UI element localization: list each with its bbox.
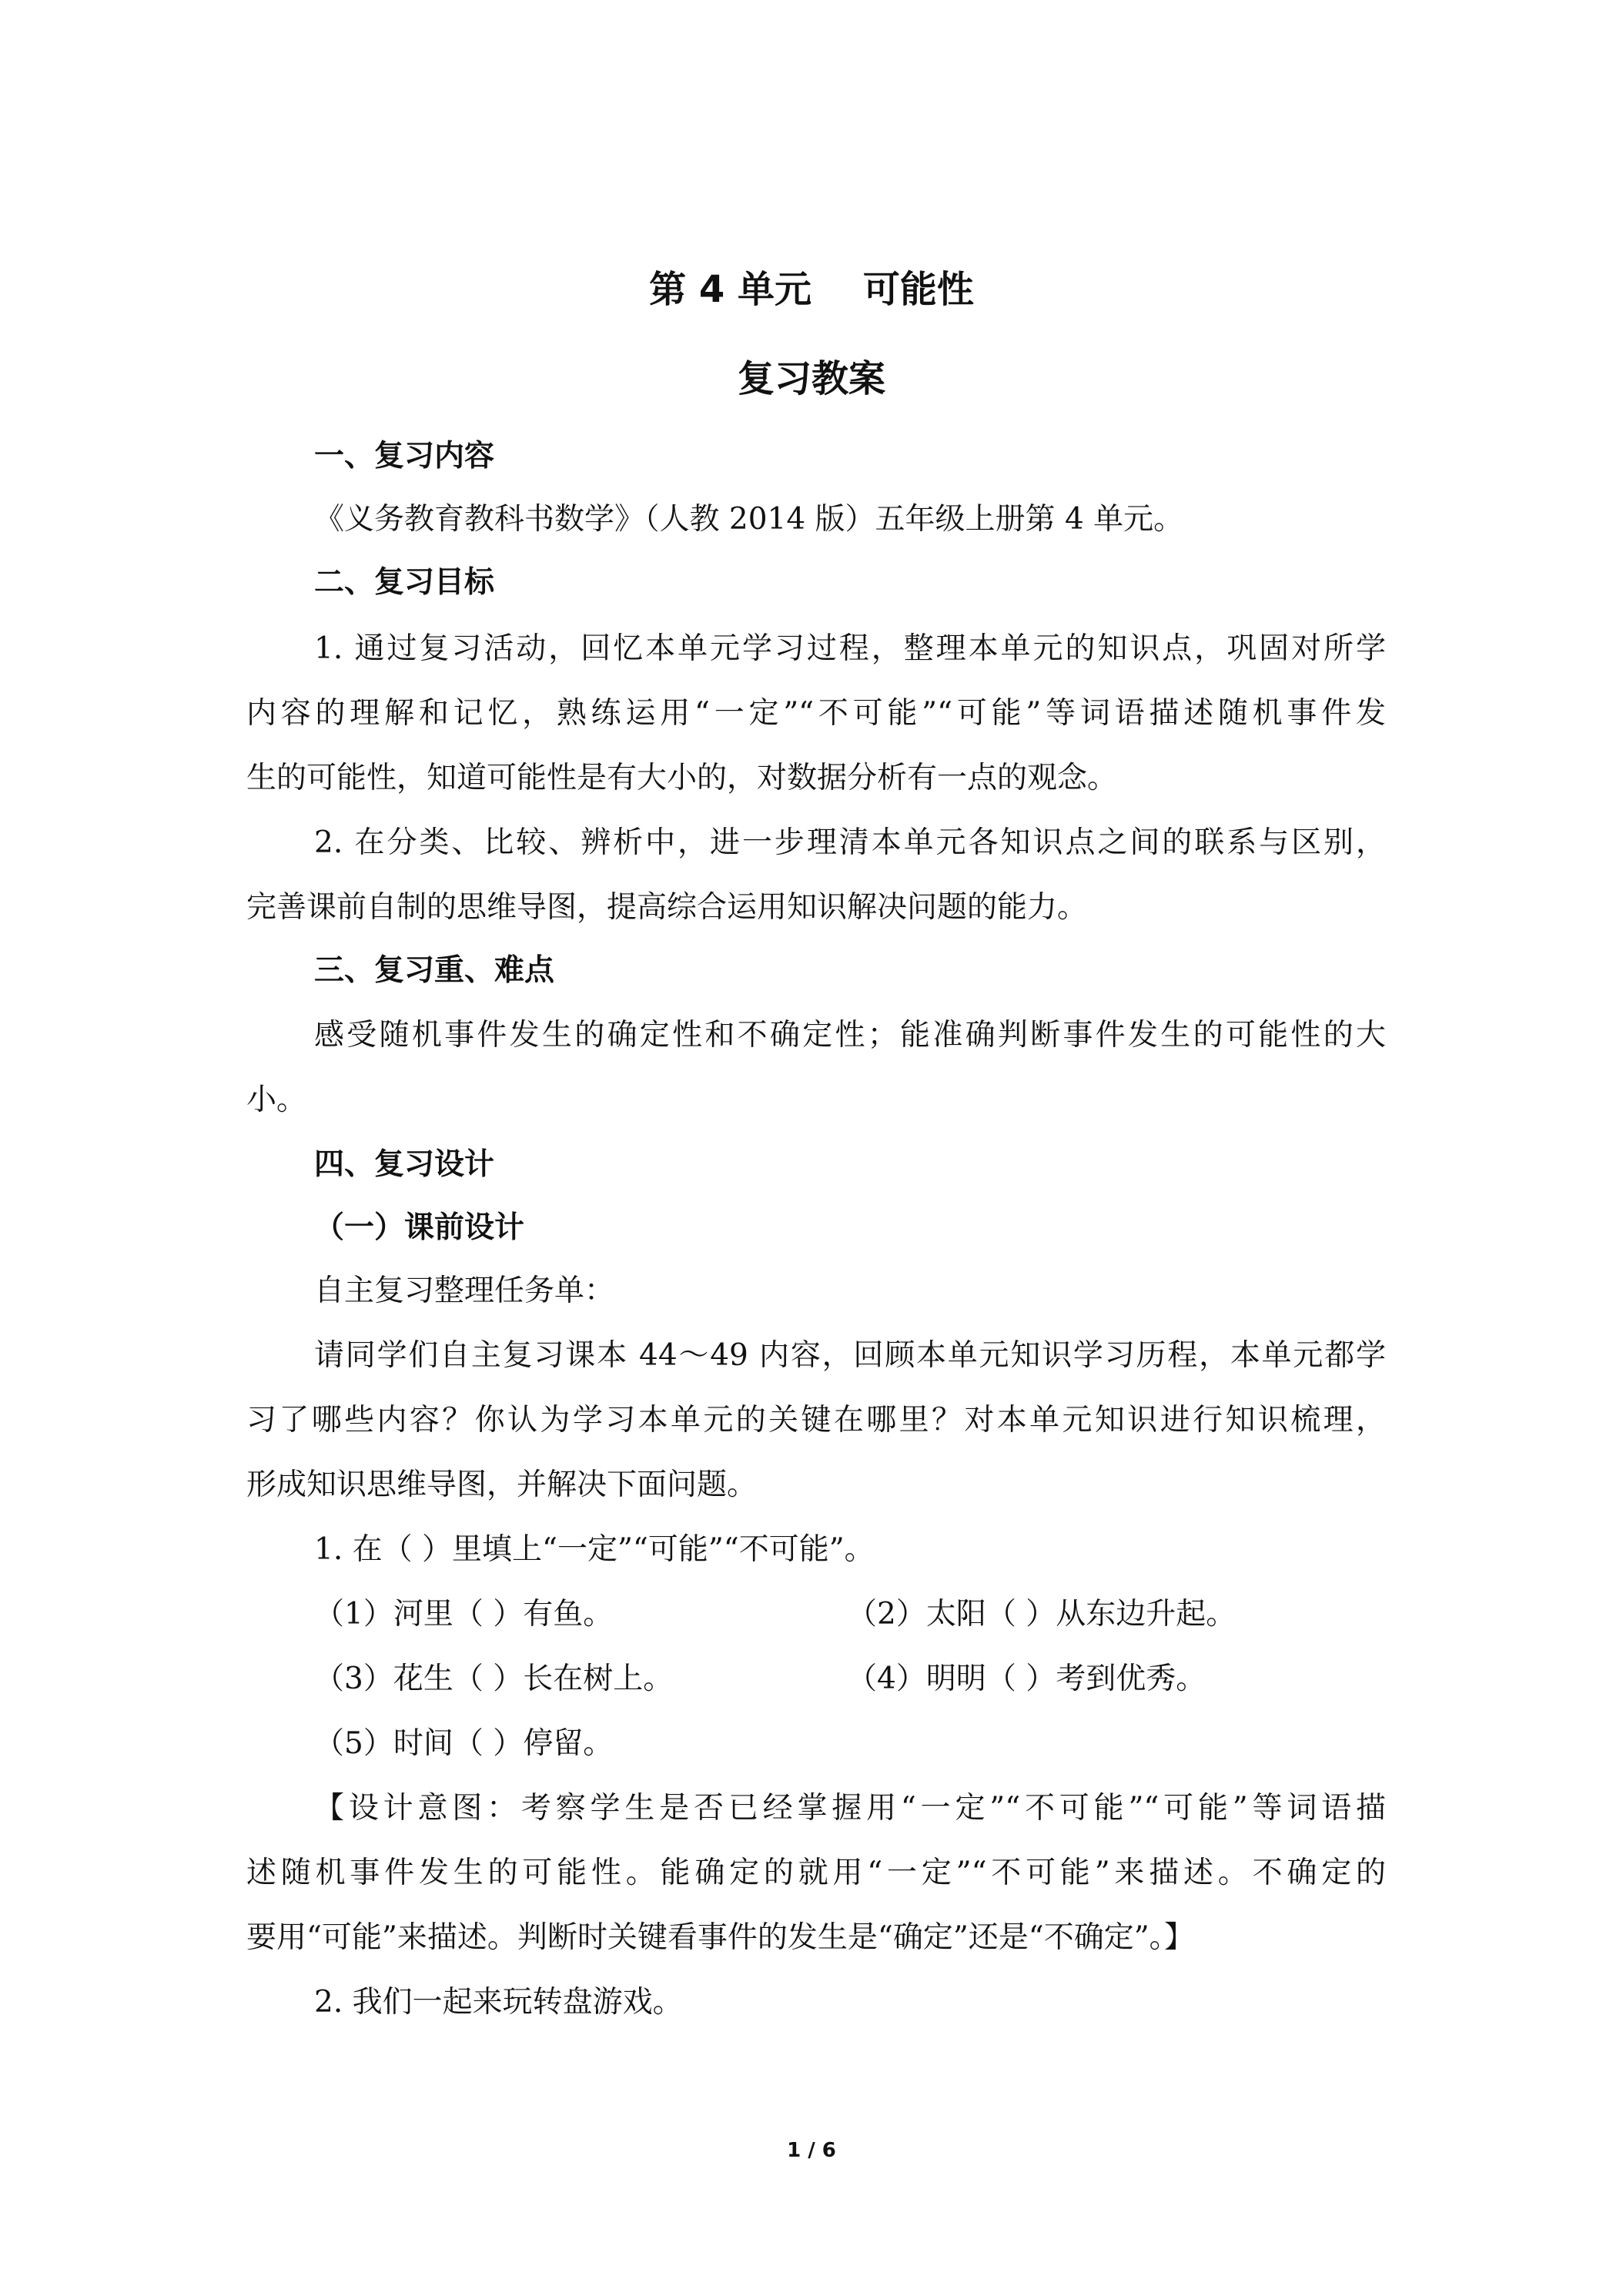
section-heading-key-points: 三、复习重、难点: [314, 953, 555, 988]
subsection-heading-pre-class: （一）课前设计: [314, 1210, 525, 1245]
section-heading-objectives: 二、复习目标: [314, 565, 495, 600]
task-sheet-label: 自主复习整理任务单：: [314, 1274, 615, 1308]
objective-1-line-2: 内容的理解和记忆，熟练运用“一定”“不可能”“可能”等词语描述随机事件发: [246, 696, 1386, 731]
document-title: 第 4 单元 可能性: [649, 268, 974, 311]
section-heading-content: 一、复习内容: [314, 439, 495, 474]
question-1-item-4: （4）明明（ ）考到优秀。: [847, 1662, 1206, 1696]
key-points-line-2: 小。: [246, 1083, 307, 1117]
task-paragraph-line-3: 形成知识思维导图，并解决下面问题。: [246, 1468, 758, 1502]
question-1-item-2: （2）太阳（ ）从东边升起。: [847, 1597, 1236, 1632]
objective-2-line-1: 2. 在分类、比较、辨析中，进一步理清本单元各知识点之间的联系与区别，: [314, 825, 1386, 860]
design-intent-line-3: 要用“可能”来描述。判断时关键看事件的发生是“确定”还是“不确定”。】: [246, 1920, 1195, 1955]
document-subtitle: 复习教案: [737, 357, 885, 400]
task-paragraph-line-1: 请同学们自主复习课本 44～49 内容，回顾本单元知识学习历程，本单元都学: [314, 1338, 1386, 1373]
objective-1-line-3: 生的可能性，知道可能性是有大小的，对数据分析有一点的观念。: [246, 761, 1118, 795]
design-intent-line-1: 【设计意图：考察学生是否已经掌握用“一定”“不可能”“可能”等词语描: [314, 1791, 1386, 1826]
question-1: 1. 在（ ）里填上“一定”“可能”“不可能”。: [314, 1532, 875, 1567]
question-2: 2. 我们一起来玩转盘游戏。: [314, 1985, 683, 2020]
task-paragraph-line-2: 习了哪些内容？你认为学习本单元的关键在哪里？对本单元知识进行知识梳理，: [246, 1403, 1386, 1438]
question-1-item-5: （5）时间（ ）停留。: [314, 1726, 614, 1761]
objective-1-line-1: 1. 通过复习活动，回忆本单元学习过程，整理本单元的知识点，巩固对所学: [314, 631, 1386, 666]
question-1-item-1: （1）河里（ ）有鱼。: [314, 1597, 614, 1632]
design-intent-line-2: 述随机事件发生的可能性。能确定的就用“一定”“不可能”来描述。不确定的: [246, 1856, 1386, 1890]
key-points-line-1: 感受随机事件发生的确定性和不确定性；能准确判断事件发生的可能性的大: [314, 1018, 1386, 1053]
question-1-item-3: （3）花生（ ）长在树上。: [314, 1662, 674, 1696]
section-text-content: 《义务教育教科书数学》（人教 2014 版）五年级上册第 4 单元。: [314, 502, 1184, 537]
objective-2-line-2: 完善课前自制的思维导图，提高综合运用知识解决问题的能力。: [246, 890, 1088, 925]
section-heading-design: 四、复习设计: [314, 1147, 495, 1182]
page-number: 1 / 6: [787, 2139, 836, 2162]
